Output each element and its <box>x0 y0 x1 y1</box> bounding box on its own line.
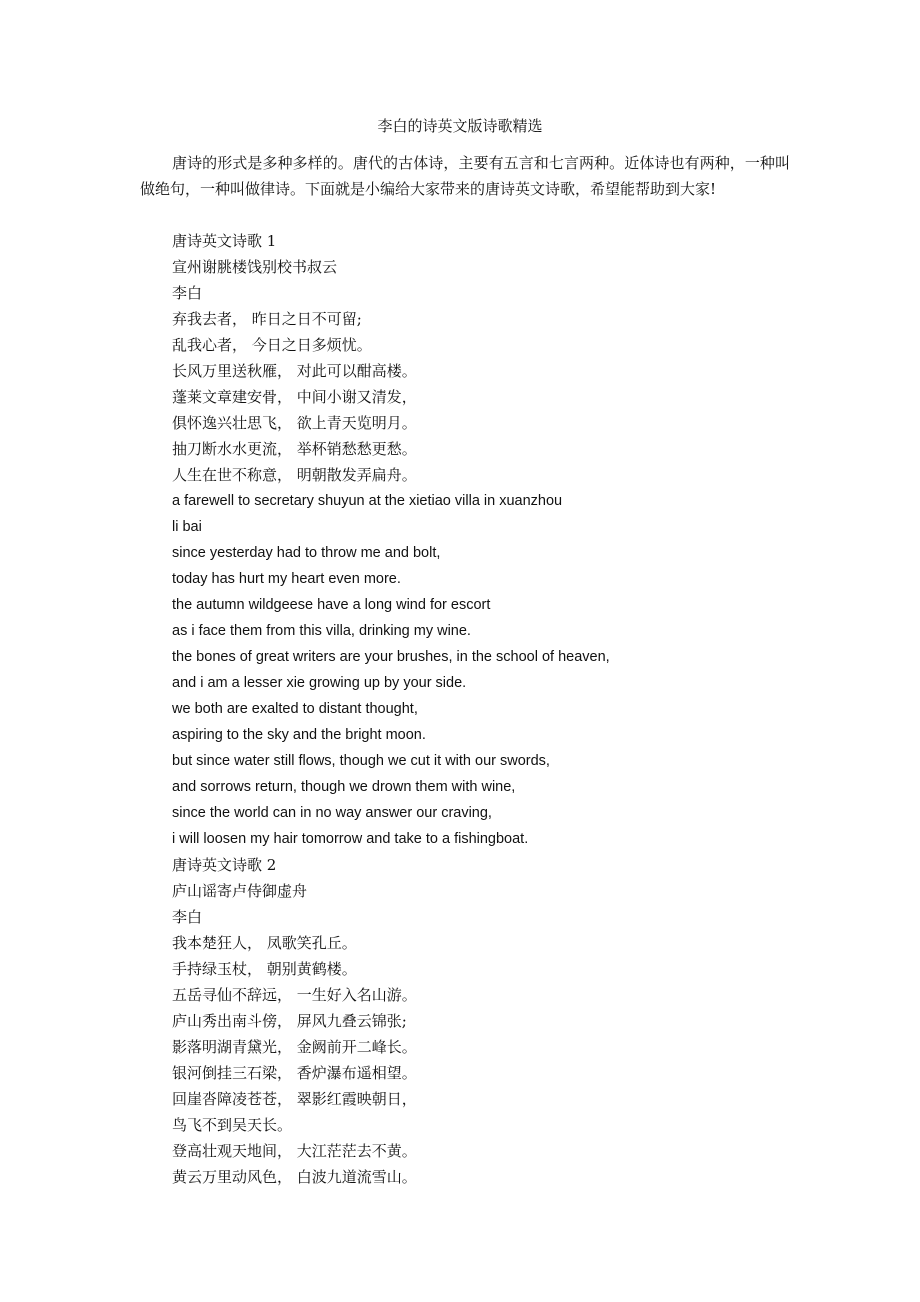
poem-line: we both are exalted to distant thought, <box>172 701 418 717</box>
poem-line: the autumn wildgeese have a long wind for escort <box>172 597 491 613</box>
poem-line: 黄云万里动风色， 白波九道流雪山。 <box>172 1168 417 1186</box>
poem-line: 银河倒挂三石梁， 香炉瀑布遥相望。 <box>172 1064 417 1082</box>
poem-line: and sorrows return, though we drown them with wine, <box>172 779 516 795</box>
poem-line: 鸟飞不到吴天长。 <box>172 1116 293 1134</box>
poem-line: 人生在世不称意， 明朝散发弄扁舟。 <box>172 466 417 484</box>
poem-line: 李白 <box>172 284 203 302</box>
document-title: 李白的诗英文版诗歌精选 <box>377 117 543 135</box>
poem-line: the bones of great writers are your brushes, in the school of heaven, <box>172 649 610 665</box>
poem-line: 长风万里送秋雁， 对此可以酣高楼。 <box>172 362 417 380</box>
poem-line: a farewell to secretary shuyun at the xietiao villa in xuanzhou <box>172 493 563 509</box>
poem-line: 庐山秀出南斗傍， 屏风九叠云锦张; <box>172 1012 407 1030</box>
poem-line: 乱我心者， 今日之日多烦忧。 <box>172 336 372 354</box>
poem-line: 庐山谣寄卢侍御虚舟 <box>172 882 308 900</box>
poem-line: today has hurt my heart even more. <box>172 571 401 587</box>
poem-line: 我本楚狂人， 凤歌笑孔丘。 <box>172 934 357 952</box>
poem-line: 影落明湖青黛光， 金阙前开二峰长。 <box>172 1038 417 1056</box>
poem-line: 登高壮观天地间， 大江茫茫去不黄。 <box>172 1142 417 1160</box>
poem-line: 唐诗英文诗歌 1 <box>172 232 277 250</box>
poem-line: 宣州谢脁楼饯别校书叔云 <box>172 258 338 276</box>
poem-line: 回崖沓障凌苍苍， 翠影红霞映朝日， <box>172 1090 417 1108</box>
poem-line: 五岳寻仙不辞远， 一生好入名山游。 <box>172 986 417 1004</box>
poem-line: li bai <box>172 519 202 535</box>
poem-line: but since water still flows, though we cut it with our swords, <box>172 753 550 769</box>
poem-line: 弃我去者， 昨日之日不可留; <box>172 310 362 328</box>
poem-line: and i am a lesser xie growing up by your side. <box>172 675 467 691</box>
poem-line: 抽刀断水水更流， 举杯销愁愁更愁。 <box>172 440 417 458</box>
poem-line: 蓬莱文章建安骨， 中间小谢又清发， <box>172 388 417 406</box>
poem-line: aspiring to the sky and the bright moon. <box>172 727 426 743</box>
poem-lines <box>172 228 792 1190</box>
poem-line: 俱怀逸兴壮思飞， 欲上青天览明月。 <box>172 414 417 432</box>
poem-line: since the world can in no way answer our craving, <box>172 805 492 821</box>
poem-line: since yesterday had to throw me and bolt, <box>172 545 441 561</box>
poem-line: 手持绿玉杖， 朝别黄鹤楼。 <box>172 960 357 978</box>
poem-line: as i face them from this villa, drinking my wine. <box>172 623 471 639</box>
intro-paragraph: 唐诗的形式是多种多样的。唐代的古体诗，主要有五言和七言两种。近体诗也有两种，一种叫做绝句，一种叫做律诗。下面就是小编给大家带来的唐诗英文诗歌，希望能帮助到大家! <box>140 154 790 198</box>
poem-line: 唐诗英文诗歌 2 <box>172 856 277 874</box>
poem-line: i will loosen my hair tomorrow and take to a fishingboat. <box>172 831 529 847</box>
poem-line: 李白 <box>172 908 203 926</box>
